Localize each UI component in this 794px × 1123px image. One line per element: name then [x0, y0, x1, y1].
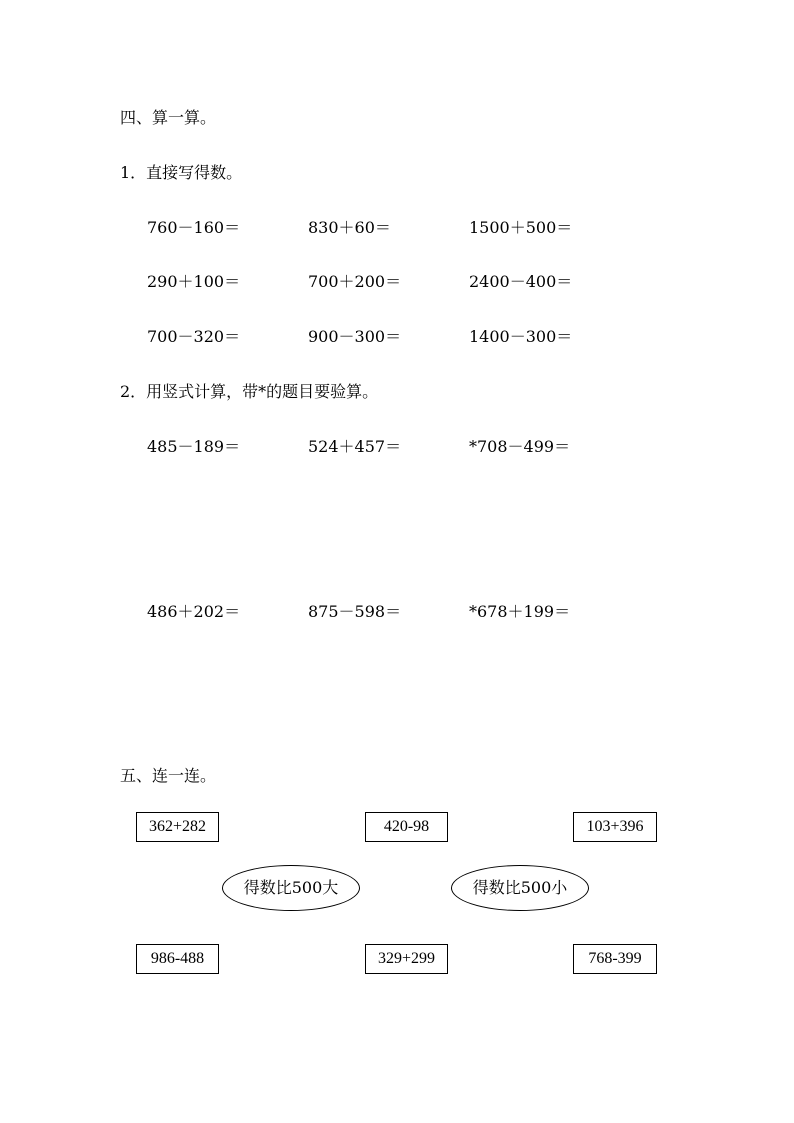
q2-problem: 485－189＝ — [147, 437, 241, 456]
expression-box: 103+396 — [573, 812, 657, 842]
q1-problem: 1400－300＝ — [469, 327, 573, 346]
expression-box: 420-98 — [365, 812, 448, 842]
q2-problem: 486＋202＝ — [147, 602, 241, 621]
section-4-title: 四、算一算。 — [120, 108, 217, 127]
q2-problem: *678＋199＝ — [469, 602, 571, 621]
q1-problem: 2400－400＝ — [469, 272, 573, 291]
category-oval-less: 得数比500小 — [451, 865, 589, 911]
q1-problem: 1500＋500＝ — [469, 218, 573, 237]
category-oval-greater: 得数比500大 — [222, 865, 360, 911]
expression-box: 329+299 — [365, 944, 448, 974]
q1-problem: 830＋60＝ — [308, 218, 391, 237]
expression-box: 768-399 — [573, 944, 657, 974]
q1-problem: 700－320＝ — [147, 327, 241, 346]
q1-problem: 290＋100＝ — [147, 272, 241, 291]
question-2-title: 2．用竖式计算，带*的题目要验算。 — [120, 382, 379, 401]
expression-box: 362+282 — [136, 812, 219, 842]
section-5-title: 五、连一连。 — [120, 766, 217, 785]
q2-problem: *708－499＝ — [469, 437, 571, 456]
expression-box: 986-488 — [136, 944, 219, 974]
question-1-title: 1．直接写得数。 — [120, 163, 243, 182]
q2-problem: 524＋457＝ — [308, 437, 402, 456]
q2-problem: 875－598＝ — [308, 602, 402, 621]
q1-problem: 900－300＝ — [308, 327, 402, 346]
q1-problem: 760－160＝ — [147, 218, 241, 237]
q1-problem: 700＋200＝ — [308, 272, 402, 291]
